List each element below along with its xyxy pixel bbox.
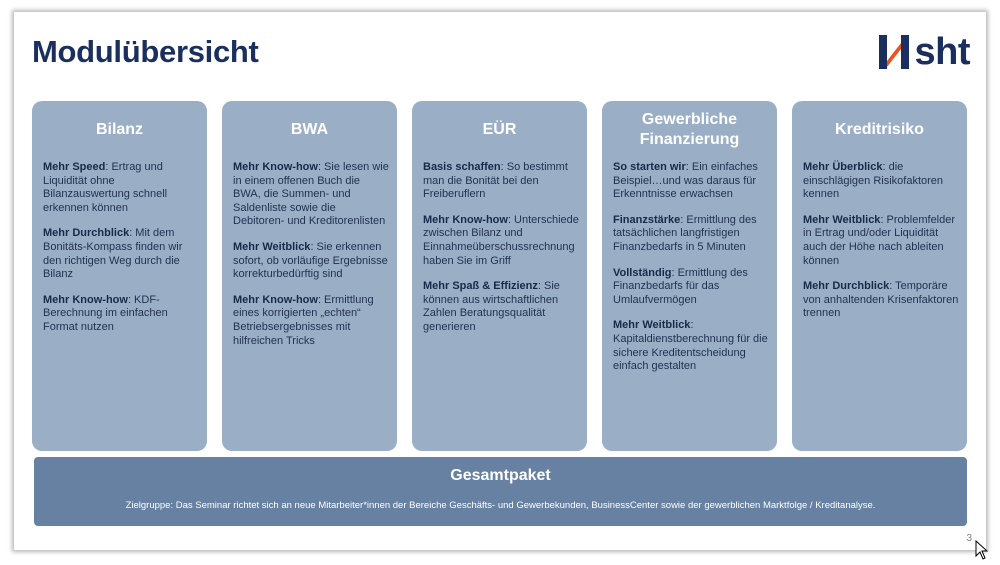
sht-logo-mark-icon bbox=[879, 35, 909, 69]
card-body bbox=[423, 161, 579, 347]
card-body bbox=[43, 161, 199, 347]
card-item bbox=[803, 161, 959, 202]
logo-text: sht bbox=[914, 31, 970, 73]
item-text: : Mit dem Bonitäts-Kompass finden wir den richtigen Weg durch die Bilanz bbox=[43, 227, 183, 281]
item-text: : die einschlägigen Risikofaktoren kennen bbox=[803, 161, 944, 201]
item-text: : Temporäre von anhaltenden Krisenfaktoren trennen bbox=[803, 280, 959, 320]
card-title: EÜR bbox=[482, 121, 517, 138]
item-highlight: Mehr Spaß & Effizienz bbox=[423, 280, 538, 293]
item-highlight: Mehr Know-how bbox=[423, 213, 508, 226]
item-text: : Ermittlung des tatsächlichen langfristigen Finanzbedarfs in 5 Minuten bbox=[613, 213, 757, 253]
item-highlight: Mehr Speed bbox=[43, 161, 106, 173]
item-text: : Problemfelder in Ertrag und/oder Liquidität auch der Höhe nach ableiten können bbox=[803, 213, 956, 267]
item-highlight: Mehr Weitblick bbox=[803, 213, 881, 226]
item-highlight: Mehr Überblick bbox=[803, 161, 883, 173]
card-item bbox=[423, 214, 579, 268]
item-highlight: Mehr Durchblick bbox=[43, 227, 130, 240]
module-card-gewerbliche-finanzierung bbox=[602, 101, 777, 451]
item-highlight: Mehr Know-how bbox=[233, 293, 318, 306]
item-text: : Kapitaldienstberechnung für die sichere Kreditentscheidung einfach gestalten bbox=[613, 319, 768, 373]
card-item bbox=[43, 161, 199, 215]
card-item bbox=[613, 319, 769, 373]
item-text: : Sie lesen wie in einem offenen Buch die BWA, die Summen- und Saldenliste sowie die Debitoren- und Kreditorenlisten bbox=[233, 161, 389, 228]
item-highlight: Vollständig bbox=[613, 266, 672, 279]
item-highlight: Mehr Know-how bbox=[43, 293, 128, 306]
item-highlight: Mehr Know-how bbox=[233, 161, 318, 173]
item-text: : Sie können aus wirtschaftlichen Zahlen Beratungsqualität generieren bbox=[423, 280, 560, 333]
item-highlight: Basis schaffen bbox=[423, 161, 501, 173]
item-highlight: Finanzstärke bbox=[613, 213, 681, 226]
module-card-kreditrisiko bbox=[792, 101, 967, 451]
item-text: : Ermittlung des Finanzbedarfs für das Umlaufvermögen bbox=[613, 266, 748, 306]
card-item bbox=[803, 214, 959, 268]
mouse-cursor-icon bbox=[975, 540, 989, 565]
card-body bbox=[803, 161, 959, 333]
card-body bbox=[613, 161, 769, 386]
card-item bbox=[43, 294, 199, 335]
item-highlight: Mehr Durchblick bbox=[803, 280, 890, 293]
card-item bbox=[233, 294, 389, 348]
card-item bbox=[43, 227, 199, 281]
card-title: Gewerbliche Finanzierung bbox=[639, 111, 740, 148]
card-item bbox=[613, 267, 769, 308]
item-text: : Ermittlung eines korrigierten „echten“ Betriebsergebnisses mit hilfreichen Tricks bbox=[233, 293, 374, 347]
slide bbox=[14, 12, 986, 550]
card-item bbox=[803, 280, 959, 321]
item-text: : Sie erkennen sofort, ob vorläufige Ergebnisse korrekturbedürftig sind bbox=[233, 240, 388, 281]
gesamtpaket-panel bbox=[34, 457, 967, 526]
module-card-euer bbox=[412, 101, 587, 451]
slide-title: Modulübersicht bbox=[32, 34, 259, 69]
item-highlight: Mehr Weitblick bbox=[233, 240, 311, 253]
card-title: Kreditrisiko bbox=[835, 121, 924, 138]
item-highlight: So starten wir bbox=[613, 161, 686, 173]
item-text: : KDF-Berechnung im einfachen Format nutzen bbox=[43, 293, 168, 333]
card-title: BWA bbox=[290, 121, 329, 138]
module-cards bbox=[32, 101, 968, 451]
item-highlight: Mehr Weitblick bbox=[613, 319, 691, 332]
page-number: 3 bbox=[966, 533, 972, 544]
module-card-bwa bbox=[222, 101, 397, 451]
item-text: : Unterschiede zwischen Bilanz und Einnahmeüberschussrechnung haben Sie im Griff bbox=[423, 213, 579, 267]
item-text: : Ertrag und Liquidität ohne Bilanzauswertung schnell erkennen können bbox=[43, 161, 168, 214]
card-item bbox=[423, 280, 579, 334]
card-item bbox=[233, 161, 389, 229]
card-title: Bilanz bbox=[95, 121, 144, 138]
sht-logo bbox=[879, 32, 971, 72]
item-text: : Ein einfaches Beispiel…und was daraus für Erkenntnisse erwachsen bbox=[613, 161, 758, 201]
card-body bbox=[233, 161, 389, 360]
card-item bbox=[613, 214, 769, 255]
zielgruppe-text: Zielgruppe: Das Seminar richtet sich an neue Mitarbeiter*innen der Bereiche Geschäfts- und Gewerbekunden, BusinessCenter sowie der gewerblichen Marktfolge / Kreditanalyse. bbox=[125, 500, 876, 511]
item-text: : So bestimmt man die Bonität bei den Freiberuflern bbox=[423, 161, 568, 201]
card-item bbox=[233, 241, 389, 282]
gesamtpaket-title: Gesamtpaket bbox=[450, 467, 551, 484]
card-item bbox=[613, 161, 769, 202]
module-card-bilanz bbox=[32, 101, 207, 451]
card-item bbox=[423, 161, 579, 202]
